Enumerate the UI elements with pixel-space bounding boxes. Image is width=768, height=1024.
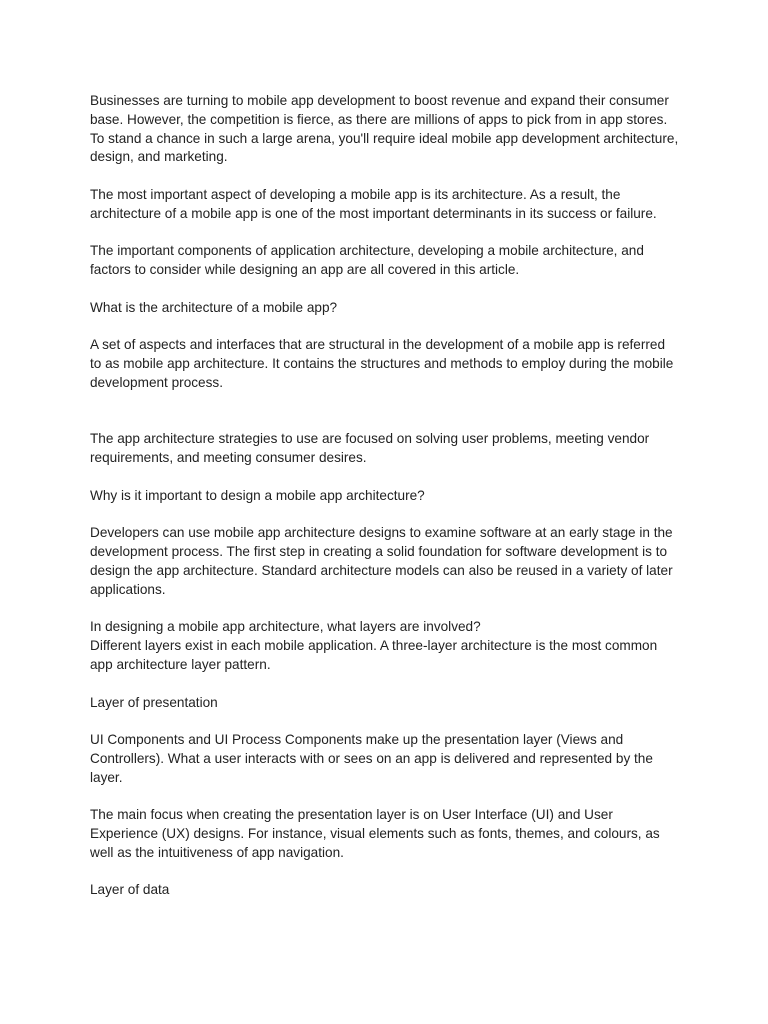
document-body [90,92,680,919]
paragraph-article-scope: The important components of application architecture, developing a mobile architecture, and factors to consider while designing an app are all covered in this article. [90,243,644,278]
paragraph-presentation-components: UI Components and UI Process Components make up the presentation layer (Views and Controllers). What a user interacts with or sees on an app is delivered and represented by the layer. [90,732,653,785]
paragraph-developers-designs: Developers can use mobile app architecture designs to examine software at an early stage in the development process. The first step in creating a solid foundation for software development is to design the app architecture. Standard architecture models can also be reused in a variety of later applications. [90,525,673,597]
paragraph-architecture-definition: A set of aspects and interfaces that are structural in the development of a mobile app is referred to as mobile app architecture. It contains the structures and methods to employ during the mobile development process. [90,337,674,390]
paragraph-architecture-importance: The most important aspect of developing a mobile app is its architecture. As a result, the architecture of a mobile app is one of the most important determinants in its success or failure. [90,186,657,221]
heading-layer-of-data: Layer of data [90,882,170,898]
paragraph-architecture-strategies: The app architecture strategies to use are focused on solving user problems, meeting vendor requirements, and meeting consumer desires. [90,431,650,466]
paragraph-three-layer: Different layers exist in each mobile application. A three-layer architecture is the most common app architecture layer pattern. [90,638,658,672]
paragraph-presentation-focus: The main focus when creating the presentation layer is on User Interface (UI) and User Experience (UX) designs. For instance, visual elements such as fonts, themes, and colours, as well as the intuitiveness of app navigation. [90,807,660,860]
heading-layer-of-presentation: Layer of presentation [90,694,218,710]
question-why-design-architecture: Why is it important to design a mobile app architecture? [90,487,425,503]
paragraph-intro: Businesses are turning to mobile app development to boost revenue and expand their consumer base. However, the competition is fierce, as there are millions of apps to pick from in app stores. To stand a chance in such a large arena, you'll require ideal mobile app development architecture, design, and marketing. [90,93,679,165]
question-layers-involved: In designing a mobile app architecture, what layers are involved? [90,619,481,635]
question-what-is-architecture: What is the architecture of a mobile app? [90,299,338,315]
